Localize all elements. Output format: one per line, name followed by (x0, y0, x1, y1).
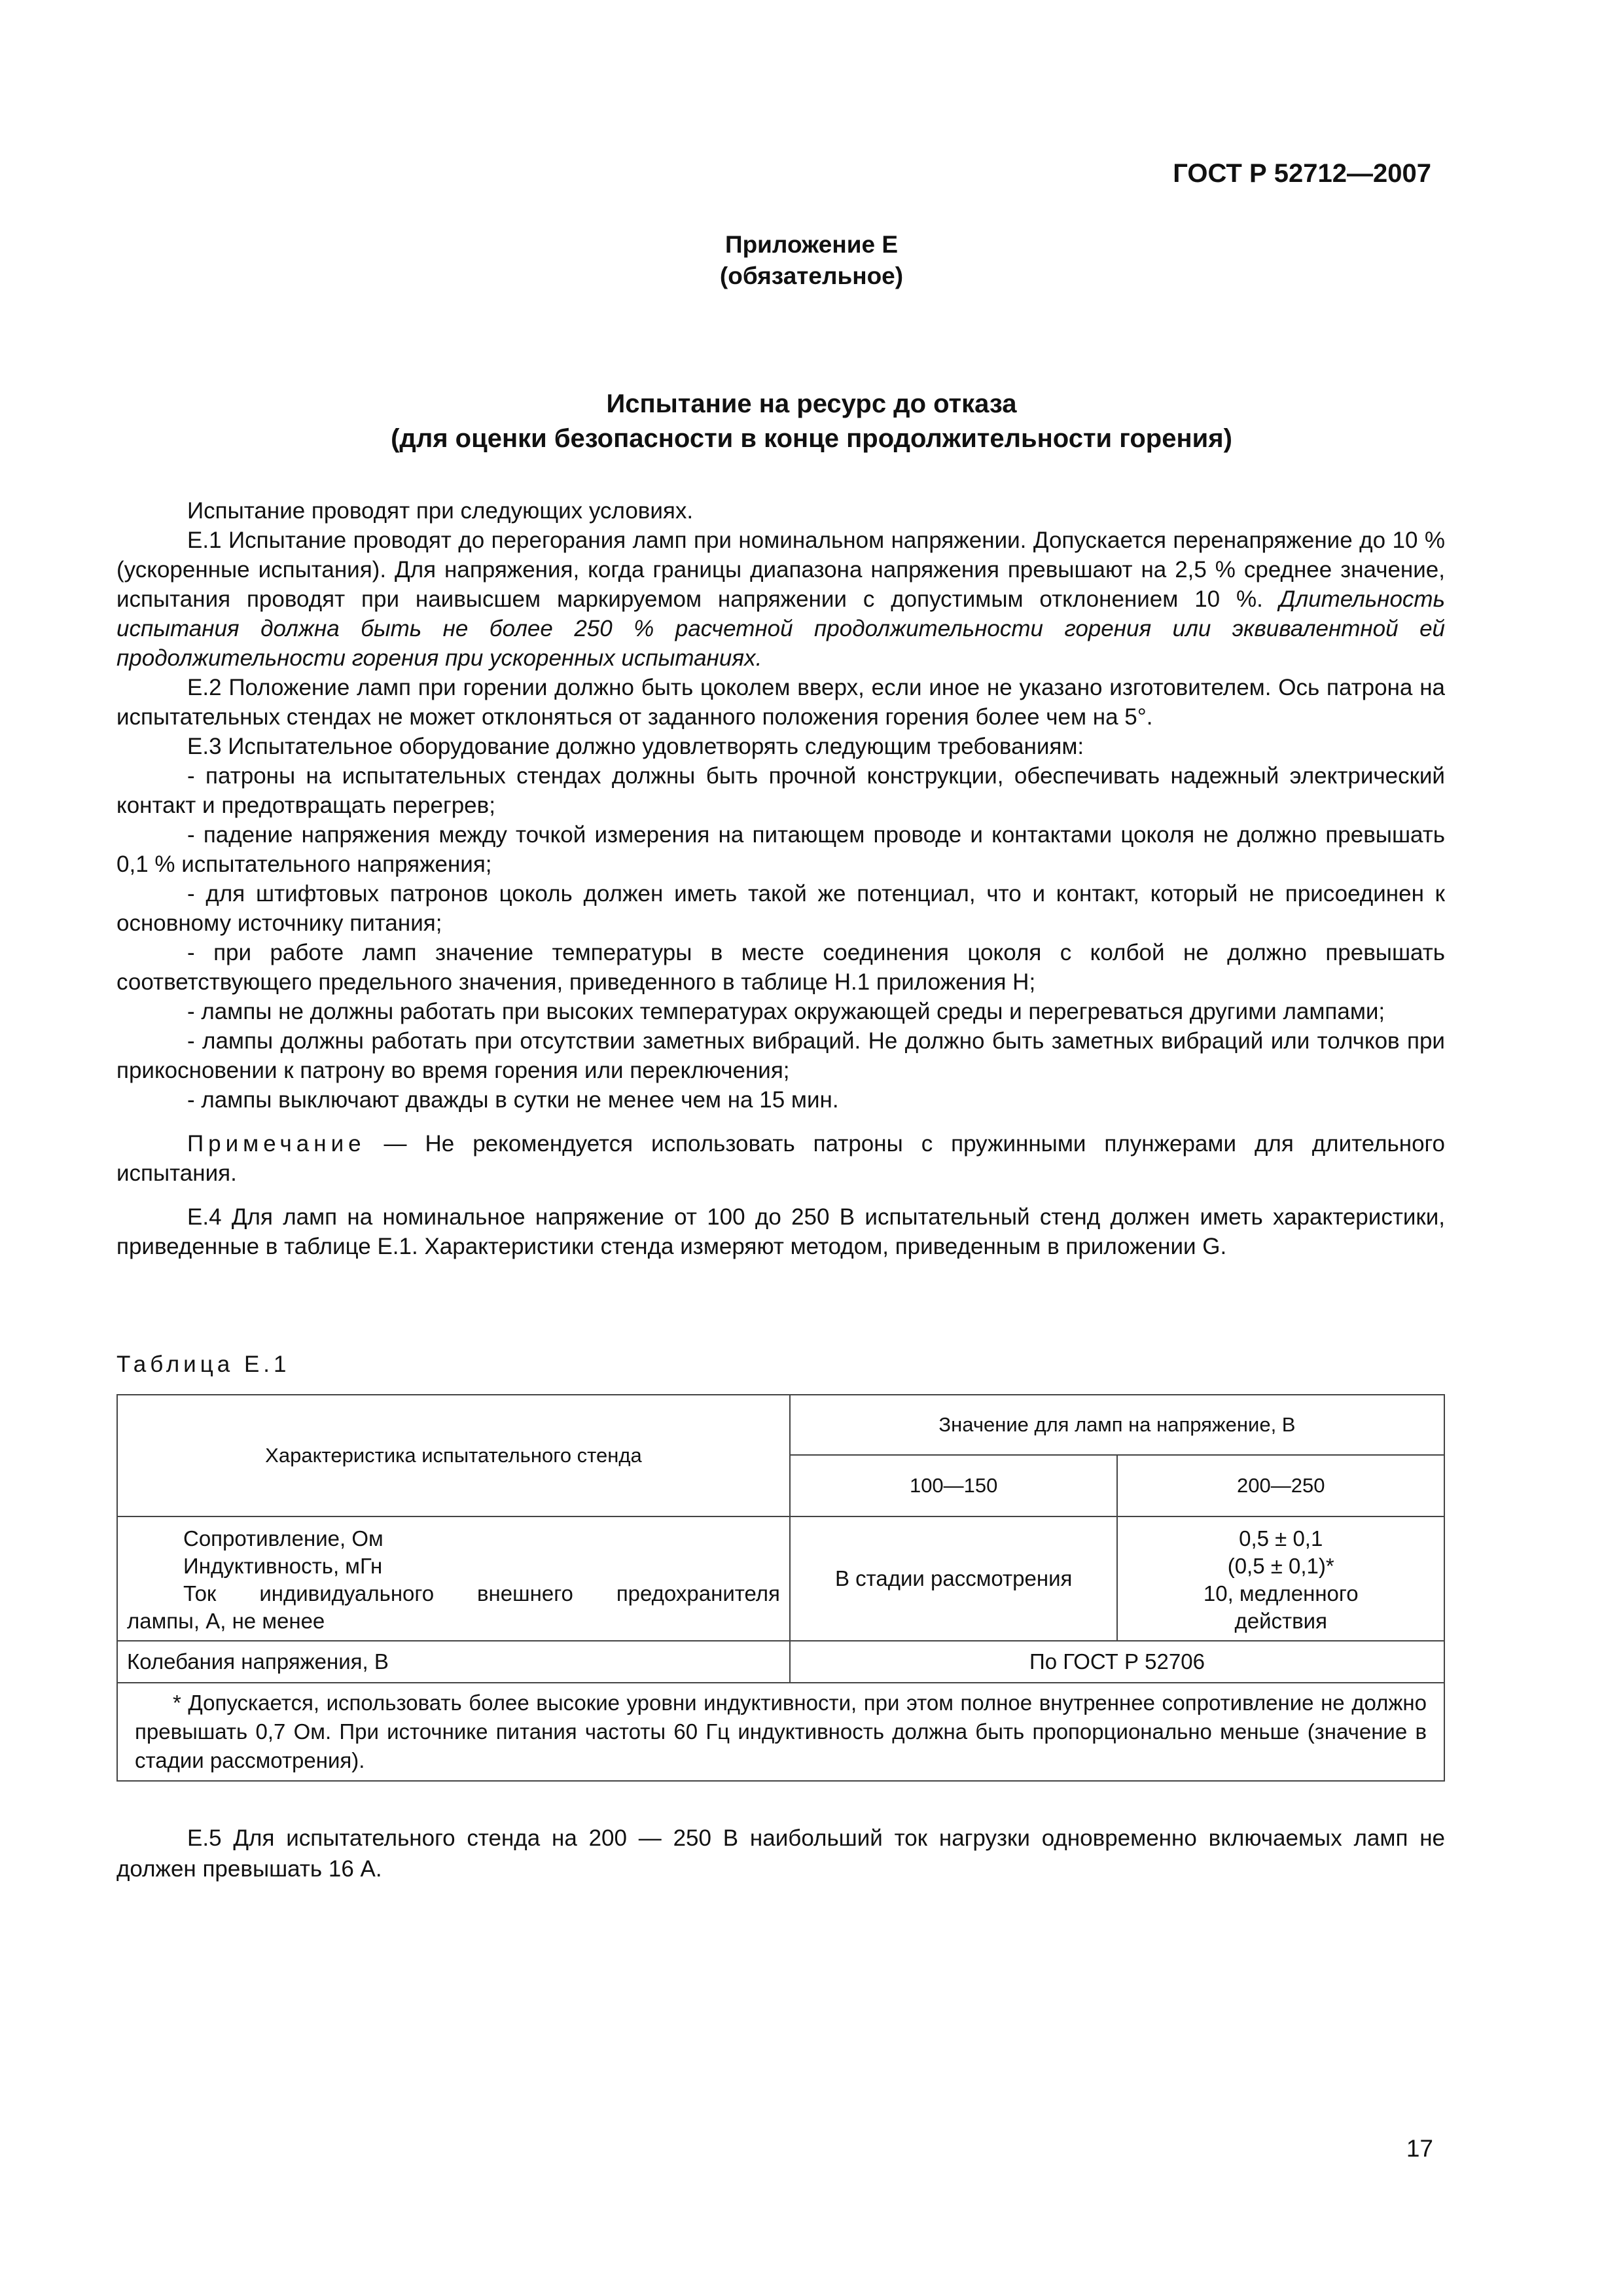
paragraph-e4: Е.4 Для ламп на номинальное напряжение от 100 до 250 В испытательный стенд должен иметь характеристики, приведенные в таблице Е.1. Характеристики стенда измеряют методом, приведенным в приложении G. (116, 1204, 1445, 1259)
row1-200-resistance: 0,5 ± 0,1 (1239, 1526, 1323, 1551)
requirement-item: - патроны на испытательных стендах должны быть прочной конструкции, обеспечивать надежный электрический контакт и предотвращать перегрев; (116, 763, 1445, 818)
header-characteristic: Характеристика испытательного стенда (117, 1395, 790, 1516)
paragraph-e1-italic: Длительность испытания должна быть не более 250 % расчетной продолжительности горения или эквивалентной ей продолжительности горения при ускоренных испытаниях. (116, 586, 1445, 671)
row1-fuse-a: Ток индивидуального внешнего предохранителя (183, 1581, 780, 1605)
requirement-item: - лампы не должны работать при высоких температурах окружающей среды и перегреваться другими лампами; (187, 999, 1385, 1024)
title-line-2: (для оценки безопасности в конце продолжительности горения) (391, 424, 1232, 453)
row1-characteristic (117, 1516, 790, 1641)
row1-200-fuse-a: 10, медленного (1203, 1581, 1359, 1605)
requirement-item: - для штифтовых патронов цоколь должен иметь такой же потенциал, что и контакт, который не присоединен к основному источнику питания; (116, 881, 1445, 936)
paragraph-e3: Е.3 Испытательное оборудование должно удовлетворять следующим требованиям: (187, 734, 1084, 759)
row2-characteristic: Колебания напряжения, В (117, 1641, 790, 1683)
body-text (116, 496, 1445, 1261)
paragraph-e5-block (116, 1823, 1445, 1884)
requirement-item: - лампы выключают дважды в сутки не менее чем на 15 мин. (187, 1087, 839, 1113)
table-footnote (117, 1683, 1444, 1781)
row1-value-200 (1117, 1516, 1444, 1641)
note-text: — Не рекомендуется использовать патроны с пружинными плунжерами для длительного испытания. (116, 1131, 1445, 1186)
page-number: 17 (1406, 2135, 1433, 2162)
appendix-status: (обязательное) (719, 262, 904, 289)
header-value: Значение для ламп на напряжение, В (790, 1395, 1444, 1455)
requirement-item: - лампы должны работать при отсутствии заметных вибраций. Не должно быть заметных вибраций или толчков при прикосновении к патрону во время горения или переключения; (116, 1028, 1445, 1083)
row1-value-100: В стадии рассмотрения (790, 1516, 1118, 1641)
title-line-1: Испытание на ресурс до отказа (606, 389, 1017, 418)
appendix-heading (0, 229, 1623, 292)
row1-inductance: Индуктивность, мГн (183, 1554, 383, 1578)
table-caption: Таблица Е.1 (116, 1352, 291, 1377)
header-200-250: 200—250 (1117, 1455, 1444, 1516)
section-title (0, 387, 1623, 456)
row1-200-inductance: (0,5 ± 0,1)* (1227, 1554, 1334, 1578)
paragraph-e2: Е.2 Положение ламп при горении должно быть цоколем вверх, если иное не указано изготовителем. Ось патрона на испытательных стендах не может отклоняться от заданного положения горения более чем на 5°. (116, 675, 1445, 730)
requirement-item: - падение напряжения между точкой измерения на питающем проводе и контактами цоколя не должно превышать 0,1 % испытательного напряжения; (116, 822, 1445, 877)
table-footnote-text: * Допускается, использовать более высокие уровни индуктивности, при этом полное внутреннее сопротивление не должно превышать 0,7 Ом. При источнике питания частоты 60 Гц индуктивность должна быть пропорционально меньше (значение в стадии рассмотрения). (135, 1691, 1427, 1772)
intro-paragraph: Испытание проводят при следующих условиях. (187, 498, 694, 524)
appendix-label: Приложение Е (724, 231, 899, 258)
standard-header: ГОСТ Р 52712—2007 (1173, 159, 1431, 188)
paragraph-e1-text: Е.1 Испытание проводят до перегорания ламп при номинальном напряжении. Допускается перенапряжение до 10 % (ускоренные испытания). Для напряжения, когда границы диапазона напряжения превышают на 2,5 % среднее значение, испытания проводят при наивысшем маркируемом напряжении с допустимым отклонением 10 %. (116, 528, 1445, 612)
row1-resistance: Сопротивление, Ом (183, 1526, 383, 1551)
row1-200-fuse-b: действия (1234, 1609, 1327, 1633)
table-e1 (116, 1394, 1445, 1782)
note-label: Примечание (187, 1131, 366, 1157)
paragraph-e5: Е.5 Для испытательного стенда на 200 — 250 В наибольший ток нагрузки одновременно включаемых ламп не должен превышать 16 А. (116, 1825, 1445, 1882)
paragraph-e1 (116, 526, 1445, 673)
requirement-item: - при работе ламп значение температуры в месте соединения цоколя с колбой не должно превышать соответствующего предельного значения, приведенного в таблице Н.1 приложения Н; (116, 940, 1445, 995)
note-paragraph (116, 1129, 1445, 1188)
row2-value: По ГОСТ Р 52706 (790, 1641, 1444, 1683)
row1-fuse-b: лампы, А, не менее (127, 1609, 325, 1633)
header-100-150: 100—150 (790, 1455, 1118, 1516)
